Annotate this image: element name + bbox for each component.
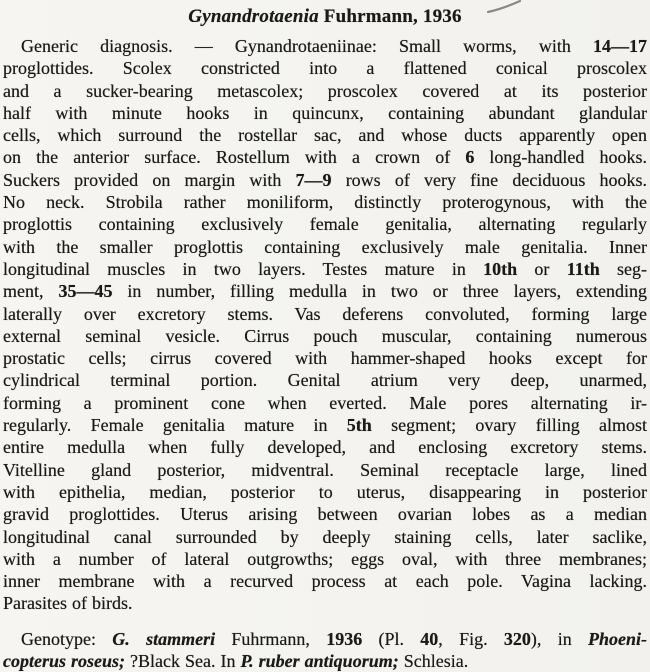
text-line [3, 369, 647, 391]
text-segment: 40 [420, 628, 439, 649]
text-line [3, 481, 647, 503]
text-line [3, 236, 647, 258]
text-segment: regularly. Female genitalia mature in [3, 415, 347, 436]
text-segment: proglottis containing exclusively female genitalia, alternating regularly [3, 214, 647, 235]
text-segment: 11th [566, 258, 600, 279]
text-line [3, 414, 647, 436]
text-segment: (Pl. [362, 628, 421, 649]
text-line [3, 80, 647, 102]
text-line [3, 124, 647, 146]
text-segment: on the anterior surface. Rostellum with a crown of [3, 147, 466, 168]
text-segment: ment, [3, 281, 59, 302]
text-segment: 6 [465, 147, 475, 168]
text-line [3, 258, 647, 280]
text-segment: seg- [599, 258, 647, 279]
text-segment: Fuhrmann, [215, 628, 327, 649]
text-line [3, 191, 647, 213]
text-segment: Suckers provided on margin with [3, 169, 296, 190]
text-segment: laterally over excretory stems. Vas deferens convoluted, forming large [3, 303, 647, 324]
text-segment: 320 [503, 628, 531, 649]
text-segment: long-handled hooks. [474, 147, 647, 168]
text-line [3, 146, 647, 168]
text-line [3, 628, 647, 650]
text-segment: Generic diagnosis. — Gynandrotaeniinae: Small worms, with [21, 36, 593, 56]
text-segment: inner membrane with a recurved process at each pole. Vagina lacking. [3, 571, 647, 592]
text-line [3, 213, 647, 235]
text-segment: Parasites of birds. [3, 593, 133, 614]
text-segment: 7—9 [295, 169, 332, 190]
text-line [3, 35, 647, 57]
text-line [3, 347, 647, 369]
text-segment: with epithelia, median, posterior to uterus, disappearing in posterior [3, 481, 647, 502]
text-segment: Schlesia. [398, 651, 469, 672]
text-segment: P. ruber antiquorum; [240, 651, 399, 672]
text-line [3, 548, 647, 570]
text-segment: half with minute hooks in quincunx, containing abundant glandular [3, 102, 647, 123]
text-segment: copterus roseus; [3, 651, 126, 672]
page-title [3, 5, 647, 29]
paragraph-genotype [3, 628, 647, 672]
text-segment: No neck. Strobila rather moniliform, distinctly proterogynous, with the [3, 192, 647, 213]
text-segment: gravid proglottides. Uterus arising between ovarian lobes as a median [3, 504, 647, 525]
text-line [3, 592, 647, 614]
paragraph-generic-diagnosis [3, 35, 647, 615]
text-line [3, 280, 647, 302]
text-segment: in number, filling medulla in two or three layers, extending [112, 281, 647, 302]
text-segment: 1936 [326, 628, 363, 649]
text-line [3, 436, 647, 458]
text-line [3, 459, 647, 481]
text-segment: with a number of lateral outgrowths; eggs oval, with three membranes; [3, 548, 647, 569]
text-segment: longitudinal canal surrounded by deeply staining cells, later saclike, [3, 526, 647, 547]
text-segment: proglottides. Scolex constricted into a flattened conical proscolex [3, 58, 647, 79]
text-segment: ?Black Sea. In [125, 651, 241, 672]
text-segment: ), in [530, 628, 588, 649]
text-line [3, 57, 647, 79]
text-line [3, 392, 647, 414]
text-line [3, 303, 647, 325]
ink-stroke-path [488, 1, 520, 12]
text-segment: Genotype: [21, 628, 113, 649]
text-segment: 10th [483, 258, 518, 279]
text-line [3, 503, 647, 525]
text-segment: entire medulla when fully developed, and enclosing excretory stems. [3, 437, 647, 458]
text-segment: Phoeni- [588, 628, 648, 649]
text-line [3, 526, 647, 548]
text-segment: 14—17 [593, 36, 647, 56]
text-segment: segment; ovary filling almost [371, 415, 647, 436]
text-line [3, 325, 647, 347]
text-line [3, 102, 647, 124]
text-segment: longitudinal muscles in two layers. Testes mature in [3, 258, 484, 279]
text-segment: external seminal vesicle. Cirrus pouch muscular, containing numerous [3, 325, 647, 346]
text-segment: Vitelline gland posterior, midventral. Seminal receptacle large, lined [3, 459, 647, 480]
text-segment: 35—45 [58, 281, 113, 302]
text-segment: prostatic cells; cirrus covered with hammer-shaped hooks except for [3, 348, 647, 369]
text-segment: forming a prominent cone when everted. Male pores alternating ir- [3, 392, 647, 413]
text-segment: and a sucker-bearing metascolex; proscolex covered at its posterior [3, 80, 647, 101]
body-text [3, 35, 647, 672]
text-segment: or [517, 258, 567, 279]
text-line [3, 570, 647, 592]
text-segment: rows of very fine deciduous hooks. [331, 169, 648, 190]
text-segment: with the smaller proglottis containing exclusively male genitalia. Inner [3, 236, 647, 257]
text-segment: cells, which surround the rostellar sac, and whose ducts apparently open [3, 125, 647, 146]
text-segment: Gynandrotaenia [188, 6, 319, 27]
text-segment: G. stammeri [112, 628, 216, 649]
text-segment: , Fig. [438, 628, 504, 649]
text-line [3, 650, 647, 672]
text-line [3, 169, 647, 191]
text-segment: cylindrical terminal portion. Genital atrium very deep, unarmed, [3, 370, 647, 391]
text-segment: Fuhrmann, 1936 [318, 6, 462, 27]
text-segment: 5th [346, 415, 372, 436]
ink-stroke-mark [486, 0, 526, 14]
